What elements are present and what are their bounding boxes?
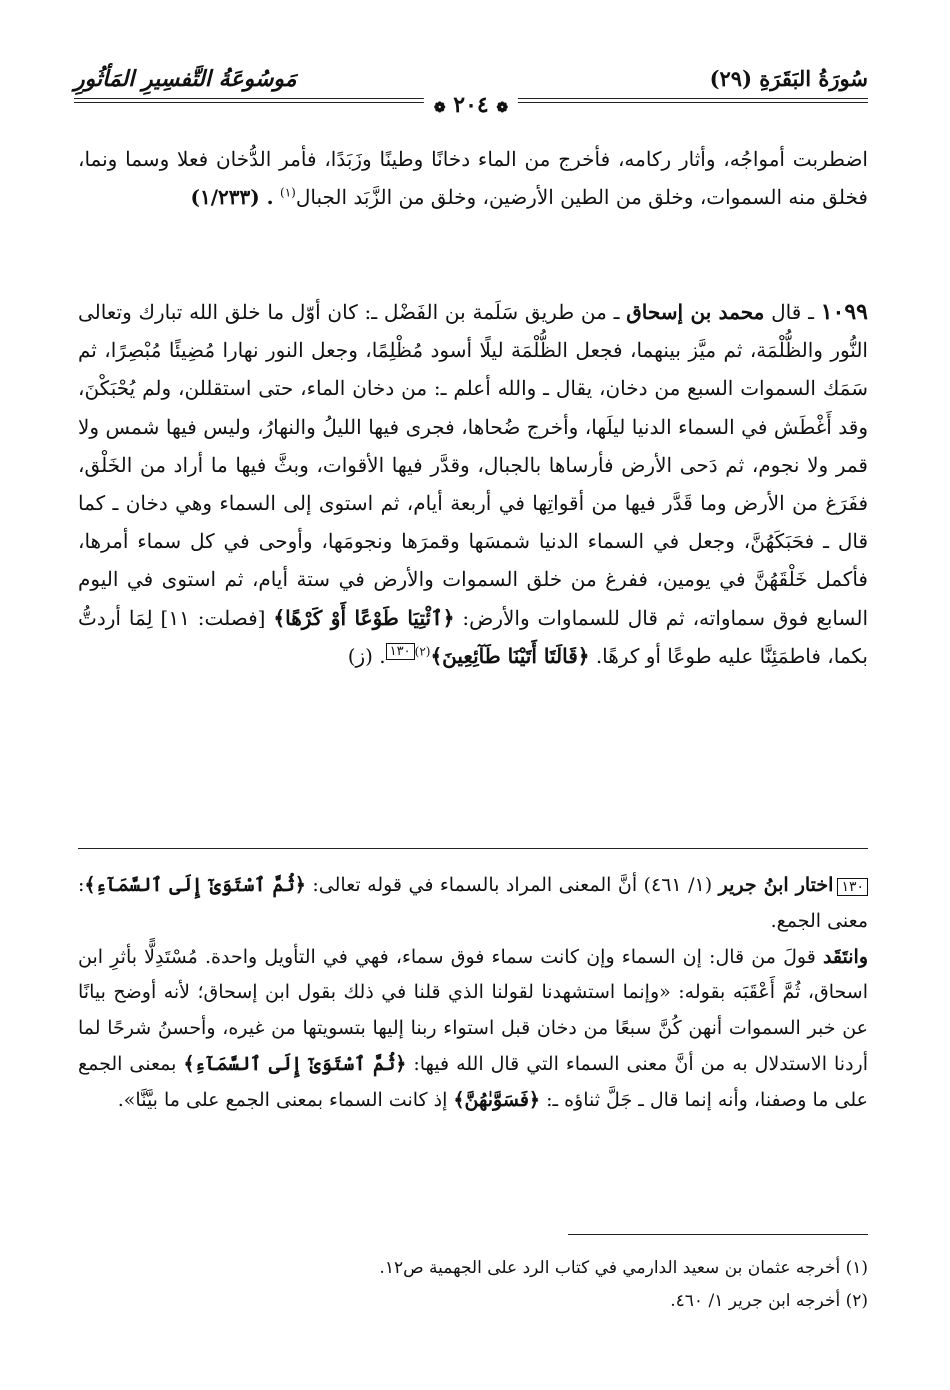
footnote-rule [568,1234,868,1235]
footnote-mark-1[interactable]: (١) [280,185,296,200]
commentary-marker[interactable]: ١٣٠ [386,643,415,660]
commentary-number: ١٣٠ [837,878,868,896]
commentary-author: اختار ابنُ جرير [718,874,834,896]
narration-lead: ـ قال [764,300,821,324]
commentary-text-1: أنَّ المعنى المراد بالسماء في قوله تعالى: [305,874,638,896]
commentary-text-2: : معنى الجمع. [78,874,868,932]
commentary-text-4: بمعنى الجمع على ما وصفنا، وأنه إنما قال ـ جَلَّ ثناؤه ـ: [78,1052,868,1111]
ornament-right-icon: ❁ [496,100,509,116]
commentary-text-5: إذ كانت السماء بمعنى الجمع على ما بيَّنَّا». [117,1088,454,1111]
commentary-quran-1: ﴿ثُمَّ ٱسْتَوَىٰٓ إِلَى ٱلسَّمَآءِ﴾ [84,874,306,896]
verse-reference: [فصلت: ١١] [152,605,274,630]
surah-title: سُورَةُ البَقَرَةِ (٢٩) [709,66,868,91]
commentary-quran-2: ﴿ثُمَّ ٱسْتَوَىٰٓ إِلَى ٱلسَّمَآءِ﴾ [183,1052,407,1075]
narration-paragraph [78,293,868,675]
book-title: مَوسُوعَةُ التَّفسِيرِ المَأثُورِ [74,66,297,92]
ornament-left-icon: ❁ [433,100,446,116]
footnotes [78,1252,868,1318]
narration-text-1: ـ من طريق سَلَمة بن الفَضْل ـ: كان أوّل ما خلق الله تبارك وتعالى النُّور والظُّلْمَة، ثم ميَّز بينهما، فجعل الظُّلْمَة ليلًا أسود مُظْلِمًا، وجعل النور نهارا مُضِيئًا مُبْصِرًا، ثم سَمَك السموات السبع من دخان، يقال ـ والله أعلم ـ: من دخان الماء، حتى استقللن، ولم يُحْبَكْنَ، وقد أَغْطَش في السماء الدنيا ليلَها، وأخرج ضُحاها، فجرى فيها الليلُ والنهارُ، وليس فيها شمس ولا قمر ولا نجوم، ثم دَحى الأرض فأرساها بالجبال، وقدَّر فيها الأقوات، وبثَّ فيها ما أراد من الخَلْق، ففَرَغ من الأرض وما قَدَّر فيها من أقواتِها في أربعة أيام، ثم استوى إلى السماء وهي دخان ـ كما قال ـ فحَبَكَهُنَّ، وجعل في السماء الدنيا شمسَها وقمرَها ونجومَها، وأوحى في كل سماء أمرها، فأكمل خَلْقَهُنَّ في يومين، ففرغ من خلق السموات والأرض في ستة أيام، ثم استوى في اليوم السابع فوق سماواته، ثم قال للسماوات والأرض: [78,300,869,630]
commentary-quran-3: ﴿فَسَوَّىٰهُنَّ﴾ [453,1088,541,1111]
page-number: ❁ ٢٠٤ ❁ [424,92,518,118]
narrator-name: محمد بن إسحاق [626,300,765,324]
narration-ref: . (ز) [347,643,386,668]
narration-number: ١٠٩٩ [820,299,868,325]
critique-word: وانتَقَد [822,945,868,968]
commentary-ref: (١/ ٤٦١) [637,874,719,896]
footnote-mark-2[interactable]: (٢) [414,644,431,659]
page-header [74,58,868,118]
continuation-text: اضطربت أمواجُه، وأثار ركامه، فأخرج من الماء دخانًا وطينًا وزَبَدًا، فأمر الدُّخان فعلا وسما ونما، فخلق منه السموات، وخلق من الطين الأرضين، وخلق من الزَّبَد الجبال [78,147,868,210]
footnote-1: (١) أخرجه عثمان بن سعيد الدارمي في كتاب الرد على الجهمية ص١٢. [379,1258,868,1278]
continuation-paragraph [78,140,868,216]
commentary-text-3: قولَ من قال: إن السماء وإن كانت سماء فوق سماء، فهي في التأويل واحدة. مُسْتَدِلًّا بأثرِ ابن اسحاق، ثُمَّ أَعْقَبَه بقوله: «وإنما استشهدنا لقولنا الذي قلنا في ذلك بقول ابن إسحاق؛ لأنه أوضح بيانًا عن خبر السموات أنهن كُنَّ سبعًا من دخان قبل استواء ربنا إليها بتسويتها من غيره، وأحسنُ شرحًا لما أردنا الاستدلال به من أنَّ معنى السماء التي قال الله فيها: [78,945,868,1075]
commentary-block [78,868,868,1119]
quran-quote-2: ﴿قَالَتَا أَتَيْنَا طَآئِعِينَ﴾ [430,643,590,668]
quran-quote-1: ﴿ٱئْتِيَا طَوْعًا أَوْ كَرْهًا﴾ [273,605,455,630]
footnote-2: (٢) أخرجه ابن جرير ١/ ٤٦٠. [670,1291,868,1311]
source-reference: . (١/٢٣٣) [190,185,274,210]
section-divider [78,848,868,849]
narration-text-2: لِمَا أردتُّ بكما، فاطمَئِنَّا عليه طوعًا أو كرهًا. [78,605,868,668]
